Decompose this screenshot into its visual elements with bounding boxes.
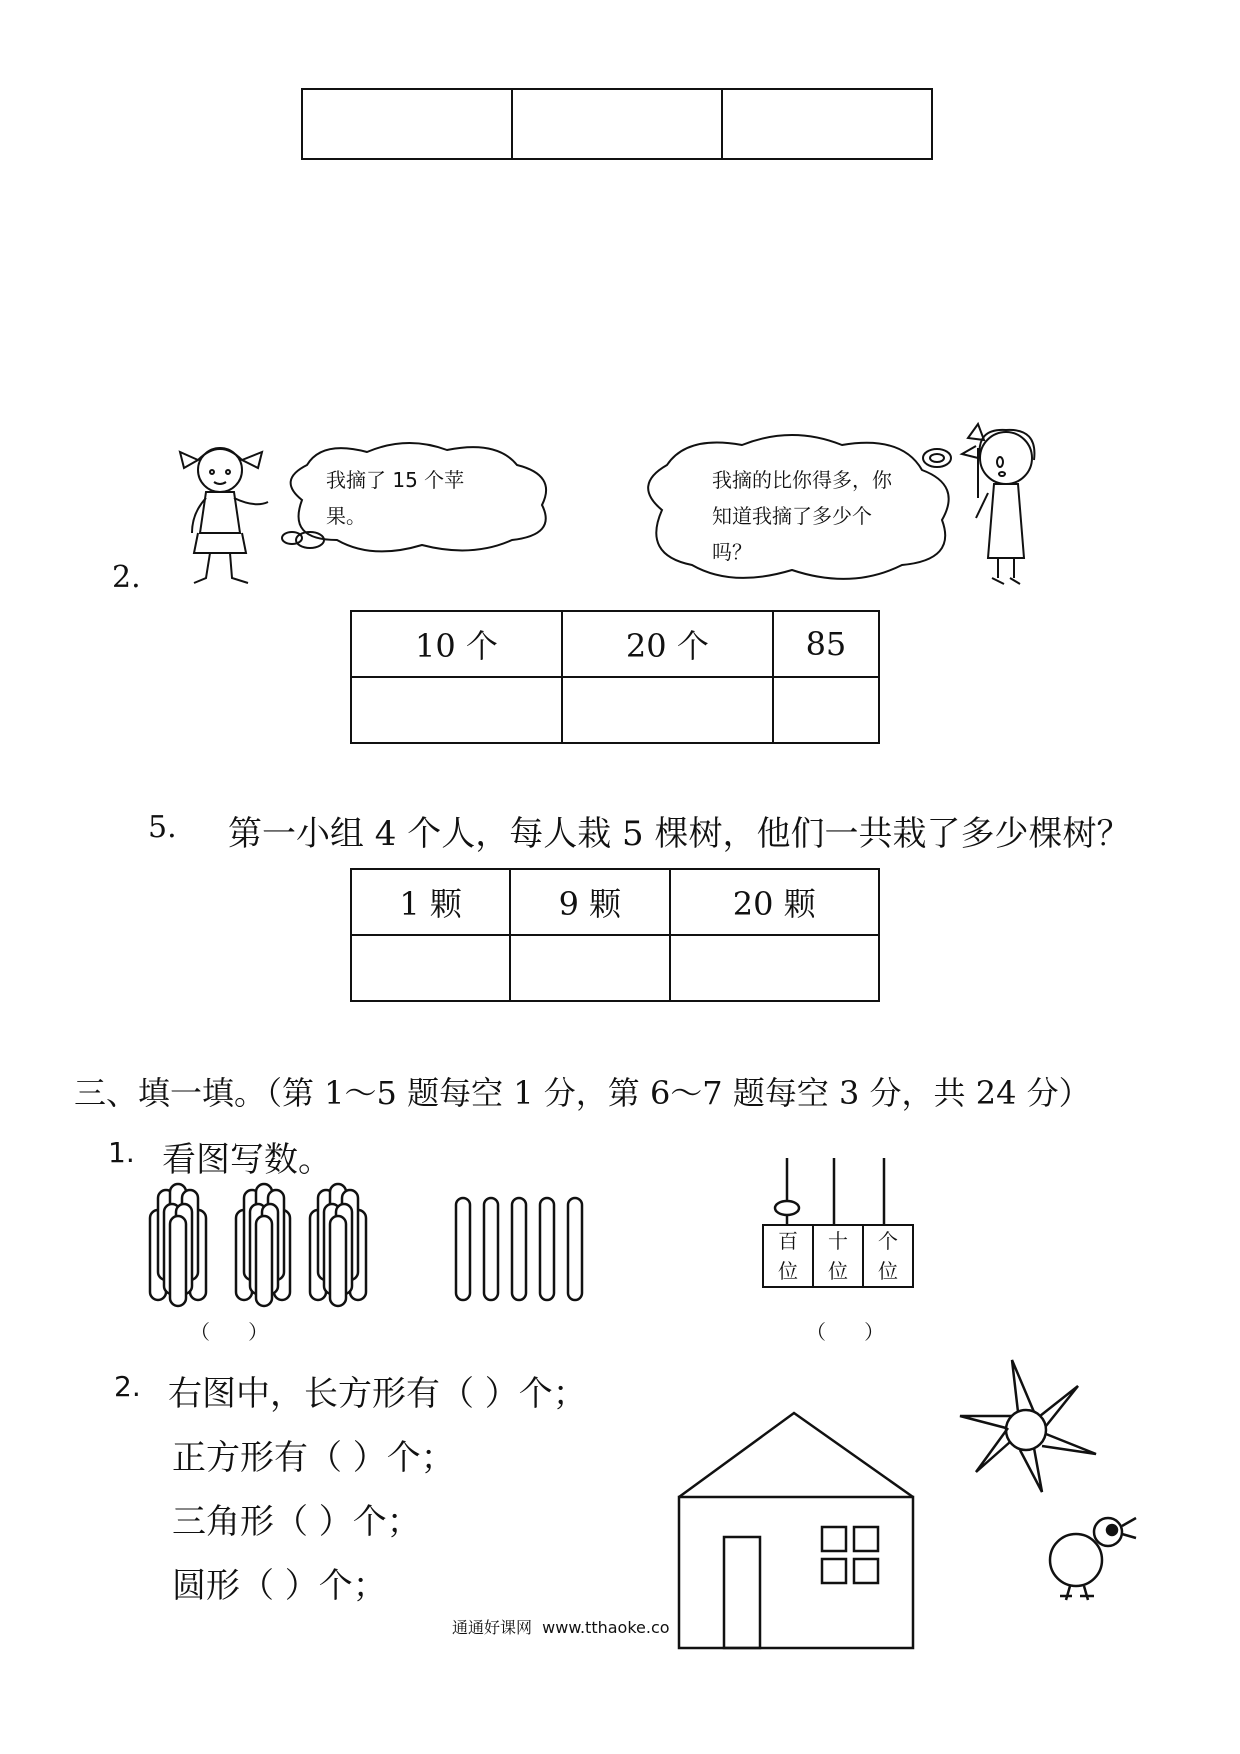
answer-cell[interactable]	[351, 935, 510, 1001]
problem5-number: 5.	[148, 810, 177, 845]
place-label: 百	[778, 1229, 798, 1253]
top-table-cell	[512, 89, 722, 159]
sun-illustration	[952, 1350, 1102, 1500]
option-cell: 9 颗	[510, 869, 669, 935]
option-cell: 10 个	[351, 611, 562, 677]
q2-line1[interactable]: 右图中，长方形有（ ）个；	[168, 1374, 587, 1414]
right-bubble-line: 我摘的比你得多，你	[712, 468, 892, 492]
place-label: 十	[828, 1229, 848, 1253]
q1-answer-right[interactable]: （ ）	[806, 1320, 885, 1344]
place-label: 位	[778, 1259, 798, 1283]
chick-illustration	[1040, 1504, 1140, 1604]
option-cell: 20 个	[562, 611, 773, 677]
q2-line2[interactable]: 正方形有（ ）个；	[172, 1438, 455, 1478]
q1-number: 1.	[108, 1136, 135, 1169]
top-table-cell	[302, 89, 512, 159]
girl-right-illustration	[958, 418, 1048, 593]
option-cell: 85	[773, 611, 879, 677]
place-label: 位	[828, 1259, 848, 1283]
right-bubble-text	[712, 462, 932, 570]
place-label: 个	[878, 1229, 898, 1253]
q2-number: 2.	[114, 1370, 141, 1403]
right-bubble-line: 吗？	[712, 540, 752, 564]
q1-answer-left[interactable]: （ ）	[190, 1320, 269, 1344]
problem5-options-table	[350, 868, 880, 1002]
q2-line4[interactable]: 圆形（ ）个；	[172, 1566, 387, 1606]
left-bubble-text	[326, 462, 506, 534]
footer-watermark: 通通好课网 www.tthaoke.co	[452, 1618, 670, 1637]
problem2-options-table	[350, 610, 880, 744]
answer-cell[interactable]	[773, 677, 879, 743]
abacus-illustration	[762, 1148, 922, 1228]
place-hundreds	[763, 1225, 813, 1287]
left-bubble-line: 我摘了 15 个苹	[326, 468, 465, 492]
stick-bundles-illustration	[140, 1180, 590, 1310]
option-cell: 20 颗	[670, 869, 880, 935]
place-value-table	[762, 1224, 914, 1288]
girl-left-illustration	[170, 438, 280, 593]
q2-line3[interactable]: 三角形（ ）个；	[172, 1502, 421, 1542]
place-label: 位	[878, 1259, 898, 1283]
q1-text: 看图写数。	[162, 1140, 332, 1180]
section3-heading: 三、填一填。（第 1～5 题每空 1 分，第 6～7 题每空 3 分，共 24 分）	[74, 1074, 1091, 1112]
place-tens	[813, 1225, 863, 1287]
answer-cell[interactable]	[510, 935, 669, 1001]
option-cell: 1 颗	[351, 869, 510, 935]
place-ones	[863, 1225, 913, 1287]
house-illustration	[676, 1410, 916, 1650]
problem5-text: 第一小组 4 个人，每人栽 5 棵树，他们一共栽了多少棵树？	[228, 814, 1131, 854]
answer-cell[interactable]	[351, 677, 562, 743]
left-bubble-line: 果。	[326, 504, 366, 528]
answer-cell[interactable]	[562, 677, 773, 743]
top-table	[301, 88, 933, 160]
right-bubble-line: 知道我摘了多少个	[712, 504, 872, 528]
answer-cell[interactable]	[670, 935, 880, 1001]
top-table-cell	[722, 89, 932, 159]
problem2-number: 2.	[112, 560, 141, 595]
